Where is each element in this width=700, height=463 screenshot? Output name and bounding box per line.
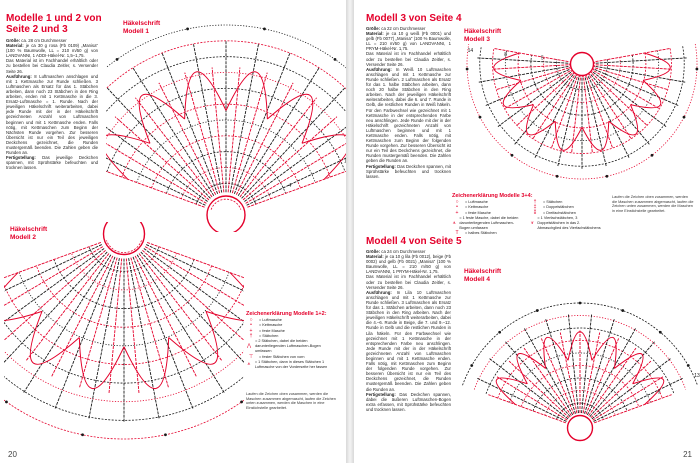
legend-note: Laufen die Zeichen oben zusammen, werden die Maschen zusammen abgemascht, laufen die Zeichen unten zusammen, werden die Maschen in eine Einstichstelle gearbeitet. bbox=[246, 392, 336, 410]
picot-mark bbox=[556, 175, 559, 178]
stitch-column bbox=[582, 314, 592, 413]
chart1-label: Häkelschrift Modell 1 bbox=[123, 20, 161, 35]
legend-symbol: ○ bbox=[249, 317, 253, 324]
picot-mark bbox=[695, 68, 698, 71]
petal-outline bbox=[206, 273, 244, 321]
stitch-column bbox=[107, 87, 211, 198]
stitch-column bbox=[476, 378, 566, 422]
round-number: 4 bbox=[288, 183, 292, 190]
size-label: Größe: bbox=[6, 38, 21, 43]
legend-symbol: ⩚ bbox=[247, 361, 251, 368]
page-heading: Modelle 1 und 2 von Seite 2 und 3 bbox=[6, 13, 102, 35]
crochet-chart-model-1 bbox=[106, 10, 346, 232]
finishing-label: Fertigstellung: bbox=[366, 391, 396, 397]
legend-column-2 bbox=[530, 200, 602, 236]
picot-mark bbox=[687, 364, 690, 367]
chart4-label: Häkelschrift Modell 4 bbox=[464, 268, 502, 283]
finishing-value: Das Deckchen spannen, mit Sprühstärke befeuchten und trocknen lassen. bbox=[366, 163, 451, 179]
legend-label: = Luftmasche bbox=[465, 200, 488, 205]
petal-outline bbox=[124, 338, 169, 389]
stitch-column bbox=[4, 245, 102, 315]
legend-models-1-2 bbox=[246, 312, 338, 370]
supplier-paragraph: Das Material ist im Fachhandel erhältlich oder zu bestellen bei Claudia Zeitler, s. Versender Seite 26. bbox=[6, 58, 98, 74]
legend-symbol: ⊤ bbox=[248, 353, 254, 360]
stitch-column bbox=[4, 250, 105, 340]
legend-symbol: • bbox=[250, 322, 252, 329]
picot-mark bbox=[186, 28, 189, 31]
stitch-column bbox=[139, 253, 222, 360]
finishing-value: Das jeweilige Deckchen spannen, mit Sprühstärke befeuchten und trocknen lassen. bbox=[6, 155, 98, 171]
stitch-column bbox=[476, 55, 568, 63]
finishing-value: Das Deckchen spannen, dabei die äußeren Luftmaschen-Bogen extra erfassen, mit Sprühstärke befeuchten und trocknen lassen. bbox=[366, 391, 451, 412]
round-number: 8 bbox=[504, 51, 508, 58]
center-ring bbox=[104, 222, 145, 255]
model4-heading: Modell 4 von Seite 5 bbox=[366, 236, 462, 247]
legend-symbol: + bbox=[249, 327, 253, 334]
size-label: Größe: bbox=[366, 26, 381, 31]
petal-outline bbox=[555, 121, 582, 150]
petal-outline bbox=[302, 135, 346, 180]
picot-mark bbox=[579, 302, 582, 305]
stitch-column bbox=[568, 314, 578, 413]
stitch-column bbox=[52, 256, 113, 377]
execution-value: In Lila 10 Luftmaschen anschlagen und mit 1 Kettmasche zur Runde schließen. 3 Luftmaschen als Ersatz für das 1. Stäbchen arbeiten, dann noch 23 Stäbchen in den Ring arbeiten. Nach der jeweiligen Häkelschrift weiterarbeiten, dabei die 4.–6. Runde in Beige, die 7. und 9.–12. Runde in Gelb und die restlichen Runden in Lila häkeln. Für den Farbwechsel wie gezeichnet mit 1 Kettmasche in der entsprechenden Farbe neu anschlingen. Jede Runde mit der in der Häkelschrift gezeichneten Anzahl von Luftmaschen beginnen und mit 1 Kettmasche enden. Falls nötig, mit Kettmaschen zum Beginn der folgenden Runde vorgehen. Zur besseren Übersicht ist nur ein Teil des Deckchens gezeichnet, die Runden mustergemäß beenden. Die Zahlen geben die Runden an. bbox=[366, 289, 451, 392]
legend-item bbox=[452, 216, 522, 232]
legend-item bbox=[246, 339, 338, 355]
picot-mark bbox=[659, 331, 662, 334]
stitch-column bbox=[106, 164, 205, 207]
legend-label: = Kettmasche bbox=[259, 323, 283, 328]
petal-outline bbox=[185, 72, 226, 119]
chain-round bbox=[493, 48, 672, 153]
stitch-column bbox=[594, 378, 684, 422]
legend-symbol: ‡ bbox=[533, 204, 537, 211]
stitch-column bbox=[593, 72, 667, 127]
size-value: ca. 28 cm Durchmesser bbox=[21, 38, 67, 43]
legend-symbol: ⋀ bbox=[246, 343, 252, 350]
legend-label: = Luftmasche bbox=[259, 318, 282, 323]
legend-label: = Stäbchen bbox=[259, 333, 279, 338]
material-value: je ca 10 g lila (Fb 0012), beige (Fb 0002) und gelb (Fb 0021) „Manisa" (100 % Baumwolle, LL = 210 m/50 g) von LANDVANNI, 1 PRYM-Häkel-Nr. 1,75. bbox=[366, 254, 451, 275]
legend-label: = fester Stäbchen von vorn bbox=[259, 354, 305, 359]
stitch-column bbox=[115, 117, 209, 200]
finishing-label: Fertigstellung: bbox=[366, 163, 396, 169]
petal-outline bbox=[30, 311, 79, 364]
picot-mark bbox=[466, 68, 469, 71]
stitch-column bbox=[524, 328, 573, 415]
stitch-column bbox=[505, 341, 570, 417]
legend-item bbox=[530, 216, 602, 232]
legend-label: = 2 Stäbchen, dabei die beiden darunterliegenden Luftmaschen-Bogen umfassen bbox=[255, 339, 321, 354]
page-gutter bbox=[346, 0, 354, 463]
material-label: Material: bbox=[366, 31, 384, 37]
stitch-column bbox=[106, 139, 206, 203]
picot-mark bbox=[470, 364, 473, 367]
legend-label: = 1 Vierfachstäbchen, 3 Doppelstäbchen in das 2. Abmaschglied des Vierfachstäbchens bbox=[537, 215, 601, 231]
execution-label: Ausführung: bbox=[6, 73, 32, 79]
center-ring bbox=[571, 53, 594, 76]
picot-mark bbox=[605, 175, 608, 178]
round-number: 5 bbox=[540, 55, 544, 62]
execution-label: Ausführung: bbox=[366, 66, 392, 72]
stitch-column bbox=[55, 257, 115, 410]
legend-symbol: + bbox=[455, 209, 459, 216]
legend-title: Zeichenerklärung Modelle 3+4: bbox=[452, 193, 533, 199]
round-number: 9 bbox=[657, 389, 661, 396]
size-value: ca 22 cm Durchmesser bbox=[381, 26, 426, 31]
execution-value: 8 Luftmaschen anschlagen und mit 1 Kettmasche zur Runde schließen. 3 Luftmaschen als Ersatz für das 1. Stäbchen arbeiten, dann noch 23 Stäbchen in den Ring arbeiten, enden mit 1 Kettmasche in die 3. Ersatz-Luftmasche = 1. Runde. Nach der jeweiligen Häkelschrift weiterarbeiten, dabei jede Runde mit der in der Häkelschrift gezeichneten Anzahl von Luftmaschen beginnen und mit 1 Kettmasche enden. Falls nötig, mit Kettmaschen zum Beginn der Nächsten Runde vorgehen. Zur besseren Übersicht ist nur ein Teil des jeweiligen Deckchens gezeichnet, die Runden mustergemäß beenden. Die Zahlen geben die Runden an. bbox=[6, 73, 98, 156]
legend-label: = feste Masche bbox=[465, 210, 491, 215]
right-page bbox=[354, 0, 700, 463]
material-label: Material: bbox=[6, 43, 24, 49]
petal-outline bbox=[226, 72, 267, 119]
material-value: je ca 10 g weiß (Fb 0001) und gelb (Fb 0077) „Manisa" (100 % Baumwolle, LL = 210 m/50 g) von LANDVANNI, 1 PRYM-Häkel-Nr. 1,75. bbox=[366, 31, 451, 52]
petal-outline bbox=[4, 273, 42, 321]
picot-mark bbox=[5, 401, 8, 404]
page-number: 21 bbox=[683, 450, 692, 459]
picot-mark bbox=[683, 116, 686, 119]
execution-value: In Weiß 10 Luftmaschen anschlagen und mit 1 Kettmasche zur Runde schließen. 2 Luftmaschen als Ersatz für das 1. halbe Stäbchen arbeiten, dann noch 20 halbe Stäbchen in den Ring arbeiten. Nach der jeweiligen Häkelschrift weiterarbeiten, dabei die 6. und 7. Runde in Gelb, die restlichen Runden in Weiß häkeln. Für den Farbwechsel wie gezeichnet mit 1 Kettmasche in der entsprechenden Farbe neu anschlingen. Jede Runde mit der in der Häkelschrift gezeichneten Anzahl von Luftmaschen beginnen und mit 1 Kettmasche enden. Falls nötig, mit Kettmaschen zum Beginn der folgenden Runde vorgehen. Zur besseren Übersicht ist nur ein Teil des Deckchens gezeichnet, die Runden mustergemäß beenden. Die Zahlen geben die Runden an. bbox=[366, 66, 451, 164]
crochet-chart-model-4 bbox=[452, 256, 700, 456]
legend-label: = Doppelstäbchen bbox=[543, 205, 574, 210]
legend-label: = Stäbchen bbox=[543, 200, 563, 205]
stitch-column bbox=[514, 75, 573, 145]
legend-symbol: • bbox=[456, 204, 458, 211]
chart3-label: Häkelschrift Modell 3 bbox=[464, 28, 502, 43]
supplier-paragraph: Das Material ist im Fachhandel erhältlich oder zu bestellen bei Claudia Zeitler, s. Versender Seite 26. bbox=[366, 51, 451, 67]
picot-mark bbox=[334, 58, 337, 61]
legend-symbol: ○ bbox=[455, 199, 459, 206]
stitch-column bbox=[26, 253, 109, 360]
finishing-label: Fertigstellung: bbox=[6, 155, 36, 161]
petal-outline bbox=[169, 311, 218, 364]
size-value: ca 24 cm Durchmesser bbox=[381, 249, 426, 254]
legend-symbol: ⩛ bbox=[530, 220, 534, 227]
legend-label: = Dreifachstäbchen bbox=[543, 210, 576, 215]
material-value: je ca 30 g rosa (Fb 0109) „Manisa" (100 % Baumwolle, LL = 210 m/50 g) von LANDVANNI, 1 ADDI-Häkel-Nr. 1,5–1,75. bbox=[6, 43, 98, 59]
picot-mark bbox=[536, 309, 539, 312]
page-number: 20 bbox=[8, 450, 17, 459]
stitch-column bbox=[497, 72, 571, 127]
petal-outline bbox=[139, 94, 184, 143]
stitch-column bbox=[142, 250, 243, 340]
stitch-column bbox=[146, 245, 244, 315]
legend-columns bbox=[452, 200, 602, 236]
stitch-column bbox=[147, 242, 244, 288]
stitch-column bbox=[592, 358, 671, 419]
stitch-column bbox=[135, 256, 196, 377]
picot-mark bbox=[511, 154, 514, 157]
legend-label: = Kettmasche bbox=[465, 205, 489, 210]
model4-instructions bbox=[366, 249, 451, 412]
model3-instructions bbox=[366, 26, 451, 179]
size-label: Größe: bbox=[366, 249, 381, 254]
crochet-chart-model-2 bbox=[4, 222, 244, 454]
stitch-column bbox=[596, 58, 688, 63]
legend-title: Zeichenerklärung Modelle 1+2: bbox=[246, 311, 327, 317]
crochet-chart-model-3 bbox=[454, 6, 700, 196]
legend-label: = halbes Stäbchen bbox=[465, 231, 497, 236]
stitch-column bbox=[489, 358, 568, 419]
picot-mark bbox=[164, 433, 167, 436]
legend-item bbox=[246, 360, 338, 370]
legend-note: Laufen die Zeichen oben zusammen, werden die Maschen zusammen abgemascht, laufen die Zeichen unten zusammen, werden die Maschen in eine Einstichstelle gearbeitet. bbox=[612, 195, 694, 213]
stitch-column bbox=[590, 341, 655, 417]
legend-label: = 1 feste Masche, dabei die beiden darunterliegenden Luftmaschen-Bogen umfassen bbox=[459, 215, 519, 231]
stitch-column bbox=[591, 75, 650, 145]
stitch-column bbox=[133, 257, 193, 410]
legend-label: = 1 Stäbchen, dann in dieses Stäbchen 1 Luftmasche von der Vorderseite her fassen bbox=[254, 359, 328, 370]
round-number: 14 bbox=[467, 47, 474, 54]
legend-symbol: † bbox=[533, 199, 537, 206]
material-label: Material: bbox=[366, 254, 384, 260]
petal-outline bbox=[582, 121, 609, 150]
legend-symbol: † bbox=[249, 332, 253, 339]
petal-outline bbox=[643, 53, 670, 80]
picot-mark bbox=[263, 28, 266, 31]
picot-mark bbox=[240, 401, 243, 404]
picot-mark bbox=[498, 331, 501, 334]
left-page bbox=[0, 0, 346, 463]
center-ring bbox=[568, 416, 593, 441]
stitch-column bbox=[247, 164, 346, 207]
chart2-label: Häkelschrift Modell 2 bbox=[10, 226, 48, 241]
round-number: 13 bbox=[694, 373, 700, 380]
legend-symbol: ⁑ bbox=[533, 209, 537, 216]
picot-mark bbox=[621, 309, 624, 312]
petal-outline bbox=[267, 94, 312, 143]
chain-round bbox=[498, 341, 662, 399]
supplier-paragraph: Das Material ist im Fachhandel erhältlich oder zu bestellen bei Claudia Zeitler, s. Versender Seite 26. bbox=[366, 274, 451, 290]
petal-outline bbox=[106, 135, 150, 180]
stitch-column bbox=[4, 242, 101, 288]
chain-round bbox=[211, 199, 241, 209]
execution-label: Ausführung: bbox=[366, 289, 392, 295]
legend-models-3-4 bbox=[452, 194, 602, 237]
model3-heading: Modell 3 von Seite 4 bbox=[366, 13, 462, 24]
petal-outline bbox=[494, 53, 521, 80]
picot-mark bbox=[479, 116, 482, 119]
stitch-column bbox=[587, 328, 636, 415]
legend-item bbox=[452, 231, 522, 236]
legend-symbol: ⩚ bbox=[452, 220, 456, 227]
instructions-text bbox=[6, 38, 98, 170]
picot-mark bbox=[116, 58, 119, 61]
petal-outline bbox=[79, 338, 124, 389]
picot-mark bbox=[651, 154, 654, 157]
stitch-column bbox=[246, 139, 346, 203]
picot-mark bbox=[81, 433, 84, 436]
legend-symbol: T bbox=[455, 230, 459, 237]
legend-label: = feste Masche bbox=[259, 328, 285, 333]
legend-column-1 bbox=[452, 200, 522, 236]
chain-round bbox=[568, 416, 591, 424]
